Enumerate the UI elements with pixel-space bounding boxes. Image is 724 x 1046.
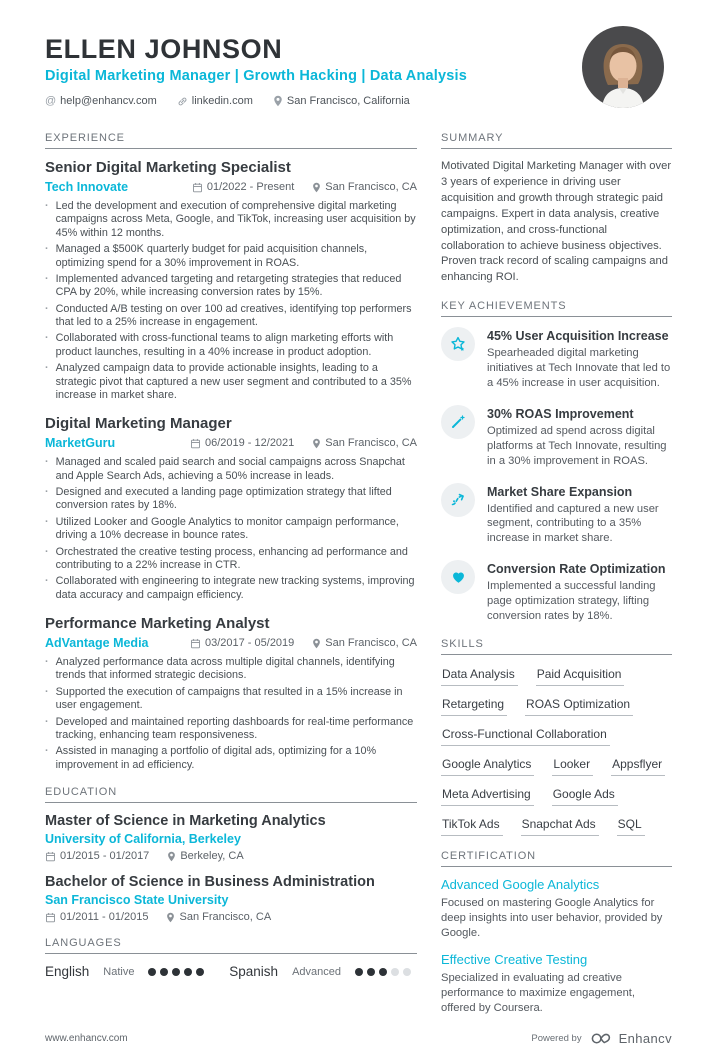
level-dot-filled bbox=[355, 968, 363, 976]
degree: Master of Science in Marketing Analytics bbox=[45, 813, 326, 829]
experience-section-title: EXPERIENCE bbox=[45, 132, 417, 149]
language-entry bbox=[229, 964, 411, 979]
pin-icon bbox=[312, 182, 321, 193]
bullet-item: · Conducted A/B testing on over 100 ad creatives, identifying top performers that led to a 25% increase in engagement. bbox=[45, 303, 417, 330]
job-bullets bbox=[45, 200, 417, 402]
skill-tag: Snapchat Ads bbox=[521, 817, 599, 836]
bullet-item: · Led the development and execution of comprehensive digital marketing campaigns across Meta, Google, and TikTok, increasing user acquisition by 45% within 12 months. bbox=[45, 200, 417, 240]
contact-email-text: help@enhancv.com bbox=[60, 95, 157, 107]
company-name[interactable]: AdVantage Media bbox=[45, 636, 149, 650]
enhancv-logo[interactable] bbox=[590, 1031, 672, 1046]
avatar bbox=[582, 26, 664, 108]
pin-icon bbox=[166, 912, 175, 923]
level-dot-filled bbox=[196, 968, 204, 976]
infinity-logo-icon bbox=[590, 1031, 614, 1046]
page-footer bbox=[45, 1031, 672, 1046]
brand-name: Enhancv bbox=[618, 1030, 672, 1046]
link-icon bbox=[177, 96, 188, 107]
section-summary bbox=[441, 132, 672, 286]
section-education bbox=[45, 786, 417, 923]
job-location bbox=[312, 181, 417, 193]
education-dates bbox=[45, 911, 148, 923]
language-level-label: Native bbox=[103, 965, 135, 978]
section-key-achievements bbox=[441, 300, 672, 624]
level-dot-empty bbox=[391, 968, 399, 976]
job-location-text: San Francisco, CA bbox=[325, 181, 417, 193]
skill-tag: Google Analytics bbox=[441, 757, 534, 776]
job-location-text: San Francisco, CA bbox=[325, 437, 417, 450]
pin-icon bbox=[167, 851, 176, 862]
skills-section-title: SKILLS bbox=[441, 638, 672, 655]
skill-tag: Data Analysis bbox=[441, 667, 518, 686]
contact-row bbox=[45, 95, 467, 107]
skill-tag: SQL bbox=[617, 817, 645, 836]
education-dates-text: 01/2011 - 01/2015 bbox=[60, 911, 149, 923]
powered-by bbox=[531, 1031, 672, 1046]
bullet-item: · Managed and scaled paid search and social campaigns across Snapchat and Apple Search Ads, achieving a 50% increase in leads. bbox=[45, 456, 417, 483]
skill-tag: Retargeting bbox=[441, 697, 507, 716]
calendar-icon bbox=[190, 638, 201, 649]
skill-tag: Meta Advertising bbox=[441, 787, 534, 806]
skill-tag: Google Ads bbox=[552, 787, 618, 806]
certification-name[interactable]: Effective Creative Testing bbox=[441, 952, 588, 968]
languages-row bbox=[45, 964, 417, 979]
certification-entry bbox=[441, 952, 672, 1016]
pin-icon bbox=[312, 438, 321, 449]
achievement-title: 30% ROAS Improvement bbox=[487, 406, 634, 421]
language-level-label: Advanced bbox=[292, 965, 341, 978]
bullet-item: · Analyzed campaign data to provide actionable insights, leading to a strategic pivot that captured a new user segment and contributed to a 35% increase in market share. bbox=[45, 362, 417, 402]
certification-entry bbox=[441, 877, 672, 941]
achievement-entry bbox=[441, 560, 672, 624]
education-section-title: EDUCATION bbox=[45, 786, 417, 803]
job-title: Digital Marketing Manager bbox=[45, 415, 232, 433]
person-headline: Digital Marketing Manager | Growth Hacking | Data Analysis bbox=[45, 68, 468, 84]
experience-entry bbox=[45, 415, 417, 602]
resume-header bbox=[45, 26, 672, 108]
job-location-text: San Francisco, CA bbox=[325, 637, 417, 649]
job-meta bbox=[45, 636, 417, 650]
bullet-item: · Assisted in managing a portfolio of digital ads, optimizing for a 10% improvement in ad efficiency. bbox=[45, 745, 417, 772]
achievement-body bbox=[487, 327, 672, 391]
job-meta bbox=[45, 436, 417, 450]
education-location bbox=[167, 850, 243, 862]
job-location bbox=[312, 437, 417, 449]
education-meta bbox=[45, 850, 417, 862]
skill-tag: Looker bbox=[552, 757, 593, 776]
bullet-item: · Analyzed performance data across multiple digital channels, identifying trends that informed strategic decisions. bbox=[45, 656, 417, 683]
achievement-body bbox=[487, 560, 672, 624]
calendar-icon bbox=[192, 182, 203, 193]
level-dot-filled bbox=[367, 968, 375, 976]
skill-tag: TikTok Ads bbox=[441, 817, 503, 836]
language-level-dots bbox=[148, 968, 204, 976]
school[interactable]: University of California, Berkeley bbox=[45, 832, 241, 846]
degree: Bachelor of Science in Business Administration bbox=[45, 874, 375, 890]
job-meta bbox=[45, 180, 417, 194]
language-level-dots bbox=[355, 968, 411, 976]
job-dates bbox=[192, 181, 294, 193]
achievements-section-title: KEY ACHIEVEMENTS bbox=[441, 300, 672, 317]
achievement-entry bbox=[441, 327, 672, 391]
calendar-icon bbox=[45, 851, 56, 862]
education-location-text: Berkeley, CA bbox=[180, 850, 244, 862]
job-location bbox=[312, 637, 417, 649]
contact-email[interactable] bbox=[45, 95, 157, 107]
education-dates-text: 01/2015 - 01/2017 bbox=[60, 850, 150, 862]
header-text bbox=[45, 26, 467, 107]
contact-location bbox=[273, 95, 410, 107]
languages-section-title: LANGUAGES bbox=[45, 937, 417, 954]
certification-desc: Focused on mastering Google Analytics for deep insights into user behavior, provided by Google. bbox=[441, 896, 663, 940]
person-name: ELLEN JOHNSON bbox=[45, 34, 283, 64]
language-name: Spanish bbox=[229, 964, 279, 979]
star-icon bbox=[441, 327, 475, 361]
job-title: Senior Digital Marketing Specialist bbox=[45, 159, 291, 176]
achievement-title: 45% User Acquisition Increase bbox=[487, 329, 669, 344]
contact-location-text: San Francisco, California bbox=[286, 95, 410, 107]
level-dot-filled bbox=[379, 968, 387, 976]
education-entry bbox=[45, 874, 417, 923]
job-dates-text: 03/2017 - 05/2019 bbox=[204, 637, 295, 649]
company-name[interactable]: Tech Innovate bbox=[45, 180, 129, 194]
level-dot-filled bbox=[172, 968, 180, 976]
achievement-body bbox=[487, 483, 672, 547]
job-bullets bbox=[45, 456, 417, 602]
level-dot-empty bbox=[403, 968, 411, 976]
section-languages bbox=[45, 937, 417, 979]
achievement-desc: Spearheaded digital marketing initiatives at Tech Innovate that led to a 45% increase in user acquisition. bbox=[487, 347, 671, 390]
footer-url[interactable]: www.enhancv.com bbox=[45, 1032, 128, 1044]
certification-section-title: CERTIFICATION bbox=[441, 850, 672, 867]
wand-icon bbox=[441, 405, 475, 439]
achievement-title: Market Share Expansion bbox=[487, 484, 633, 499]
achievement-body bbox=[487, 405, 672, 469]
right-column bbox=[441, 132, 672, 1031]
bullet-item: · Utilized Looker and Google Analytics to monitor campaign performance, driving a 10% decrease in bounce rates. bbox=[45, 516, 417, 543]
school[interactable]: San Francisco State University bbox=[45, 893, 229, 907]
powered-by-label: Powered by bbox=[531, 1032, 582, 1044]
job-title: Performance Marketing Analyst bbox=[45, 615, 270, 632]
certification-name[interactable]: Advanced Google Analytics bbox=[441, 876, 600, 892]
skills-list bbox=[441, 665, 672, 836]
education-location-text: San Francisco, CA bbox=[179, 911, 272, 923]
bullet-item: · Designed and executed a landing page optimization strategy that lifted conversion rates by 18%. bbox=[45, 486, 417, 513]
level-dot-filled bbox=[160, 968, 168, 976]
bullet-item: · Supported the execution of campaigns that resulted in a 15% increase in user engagement. bbox=[45, 686, 417, 713]
bullet-item: · Developed and maintained reporting dashboards for real-time performance tracking, enhancing team responsiveness. bbox=[45, 716, 417, 743]
achievement-title: Conversion Rate Optimization bbox=[487, 562, 666, 577]
job-dates bbox=[190, 437, 294, 449]
pin-icon bbox=[273, 95, 283, 107]
company-name[interactable]: MarketGuru bbox=[45, 436, 116, 451]
trajectory-arrow-icon bbox=[441, 483, 475, 517]
skill-tag: ROAS Optimization bbox=[525, 697, 633, 716]
contact-linkedin-text: linkedin.com bbox=[191, 95, 253, 107]
bullet-item: · Collaborated with cross-functional teams to align marketing efforts with product launches, resulting in a 40% increase in product adoption. bbox=[45, 332, 417, 359]
section-experience bbox=[45, 132, 417, 772]
calendar-icon bbox=[190, 438, 201, 449]
job-bullets bbox=[45, 656, 417, 772]
achievement-desc: Identified and captured a new user segment, contributing to a 35% increase in market share. bbox=[487, 502, 659, 545]
section-certification bbox=[441, 850, 672, 1017]
bullet-item: · Implemented advanced targeting and retargeting strategies that reduced CPA by 20%, while increasing conversion rates by 15%. bbox=[45, 273, 417, 300]
level-dot-filled bbox=[148, 968, 156, 976]
level-dot-filled bbox=[184, 968, 192, 976]
experience-entry bbox=[45, 615, 417, 772]
calendar-icon bbox=[45, 912, 56, 923]
achievement-entry bbox=[441, 483, 672, 547]
job-dates bbox=[190, 637, 294, 649]
section-skills bbox=[441, 638, 672, 836]
job-dates-text: 01/2022 - Present bbox=[206, 181, 295, 193]
education-location bbox=[166, 911, 271, 923]
experience-entry bbox=[45, 159, 417, 402]
achievement-entry bbox=[441, 405, 672, 469]
bullet-item: · Managed a $500K quarterly budget for paid acquisition channels, optimizing spend for a 30% improvement in ROAS. bbox=[45, 243, 417, 270]
education-entry bbox=[45, 813, 417, 862]
bullet-item: · Collaborated with engineering to integrate new tracking systems, improving data accuracy and campaign efficiency. bbox=[45, 575, 417, 602]
at-icon: @ bbox=[45, 95, 57, 107]
pin-icon bbox=[312, 638, 321, 649]
skill-tag: Cross-Functional Collaboration bbox=[441, 727, 610, 746]
content-columns bbox=[45, 132, 672, 1031]
achievement-desc: Optimized ad spend across digital platforms at Tech Innovate, resulting in a 30% improvement in ROAS. bbox=[487, 424, 667, 467]
contact-linkedin[interactable] bbox=[177, 95, 253, 107]
education-dates bbox=[45, 850, 149, 862]
summary-section-title: SUMMARY bbox=[441, 132, 672, 149]
job-dates-text: 06/2019 - 12/2021 bbox=[204, 437, 295, 450]
summary-text: Motivated Digital Marketing Manager with over 3 years of experience in driving user acquisition and growth through strategic paid campaigns. Expert in data analysis, creative optimization, and cross-functional collaboration to achieve business objectives. Proven track record of scaling campaigns and enhancing ROI. bbox=[441, 160, 672, 284]
left-column bbox=[45, 132, 417, 1031]
skill-tag: Paid Acquisition bbox=[536, 667, 625, 686]
education-meta bbox=[45, 911, 417, 923]
achievement-desc: Implemented a successful landing page optimization strategy, lifting conversion rates by 18%. bbox=[487, 580, 656, 623]
skill-tag: Appsflyer bbox=[611, 757, 665, 776]
certification-desc: Specialized in evaluating ad creative performance to maximize engagement, offered by Coursera. bbox=[441, 972, 636, 1015]
heart-icon bbox=[441, 560, 475, 594]
language-entry bbox=[45, 964, 204, 979]
bullet-item: · Orchestrated the creative testing process, enhancing ad performance and contributing to a 22% increase in CTR. bbox=[45, 546, 417, 573]
language-name: English bbox=[45, 964, 90, 979]
